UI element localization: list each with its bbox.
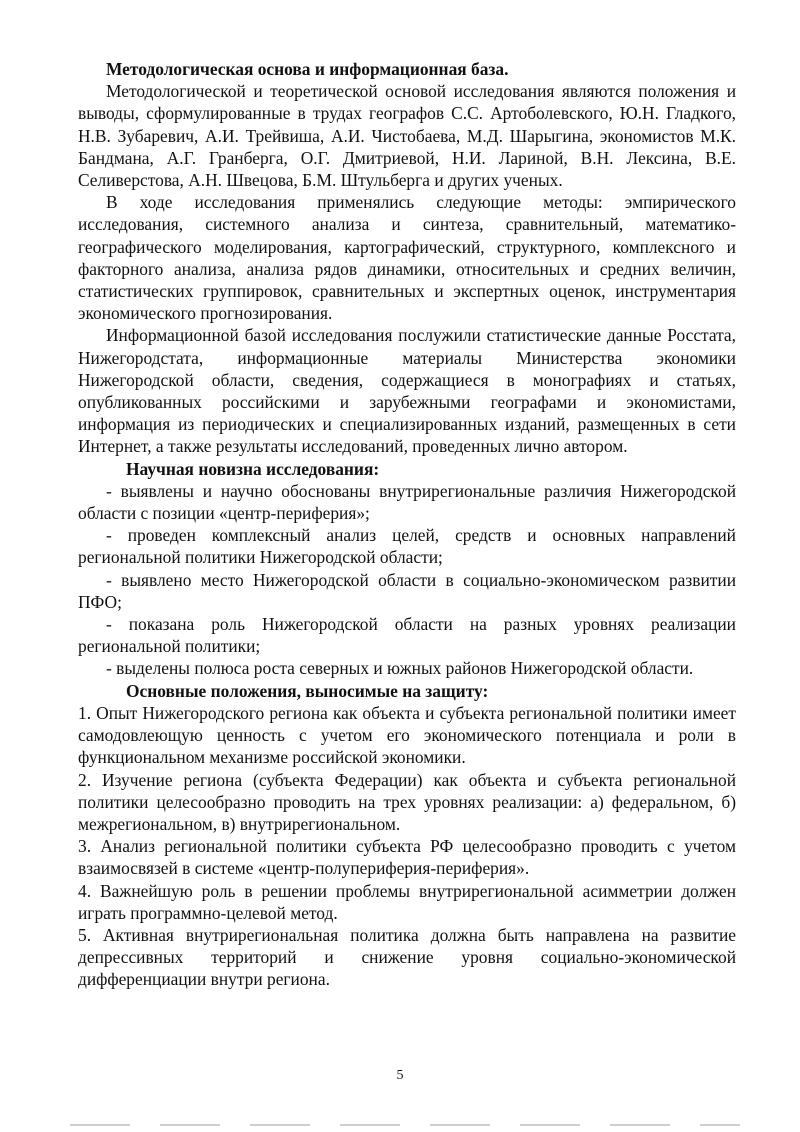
defense-heading: Основные положения, выносимые на защиту: (126, 680, 489, 701)
defense-item-2: 2. Изучение региона (субъекта Федерации) как объекта и субъекта региональной политики целесообразно проводить на трех уровнях реализации: а) федеральном, б) межрегиональном, в) внутрирегиональном. (78, 769, 736, 834)
defense-item-1: 1. Опыт Нижегородского региона как объекта и субъекта региональной политики имеет самодовлеющую ценность с учетом его экономического потенциала и роли в функциональном механизме российской экономики. (78, 702, 736, 768)
page-number: 5 (396, 1068, 404, 1083)
defense-item-5: 5. Активная внутрирегиональная политика должна быть направлена на развитие депрессивных территорий и снижение уровня социально-экономической дифференциации внутри региона. (78, 924, 736, 990)
bottom-scan-edge (70, 1124, 740, 1126)
defense-item-4: 4. Важнейшую роль в решении проблемы внутрирегиональной асимметрии должен играть программно-целевой метод. (78, 880, 736, 923)
methodology-heading: Методологическая основа и информационная база. (106, 59, 509, 79)
document-page (78, 58, 736, 991)
defense-item-3: 3. Анализ региональной политики субъекта РФ целесообразно проводить с учетом взаимосвязей в системе «центр-полупериферия-периферия». (78, 836, 736, 879)
novelty-item-1: - выявлены и научно обоснованы внутрирегиональные различия Нижегородской области с позиции «центр-периферия»; (78, 480, 736, 524)
novelty-item-2: - проведен комплексный анализ целей, средств и основных направлений региональной политики Нижегородской области; (78, 525, 736, 568)
novelty-item-3: - выявлено место Нижегородской области в социально-экономическом развитии ПФО; (78, 569, 736, 612)
methodology-paragraph-3: Информационной базой исследования послужили статистические данные Росстата, Нижегородстата, информационные материалы Министерства экономики Нижегородской области, сведения, содержащиеся в монографиях и статьях, опубликованных российскими и зарубежными географами и экономистами, информация из периодических и специализированных изданий, размещенных в сети Интернет, а также результаты исследований, проведенных лично автором. (78, 325, 736, 457)
novelty-item-4: - показана роль Нижегородской области на разных уровнях реализации региональной политики; (78, 614, 736, 657)
novelty-item-5: - выделены полюса роста северных и южных районов Нижегородской области. (106, 658, 694, 679)
methodology-paragraph-2: В ходе исследования применялись следующие методы: эмпирического исследования, системного анализа и синтеза, сравнительный, математико-географического моделирования, картографический, структурного, комплексного и факторного анализа, анализа рядов динамики, относительных и средних величин, статистических группировок, сравнительных и экспертных оценок, инструментария экономического прогнозирования. (78, 192, 736, 324)
methodology-paragraph-1: Методологической и теоретической основой исследования являются положения и выводы, сформулированные в трудах географов С.С. Артоболевского, Ю.Н. Гладкого, Н.В. Зубаревич, А.И. Трейвиша, А.И. Чистобаева, М.Д. Шарыгина, экономистов М.К. Бандмана, А.Г. Гранберга, О.Г. Дмитриевой, Н.И. Лариной, В.Н. Лексина, В.Е. Селиверстова, А.Н. Швецова, Б.М. Штульберга и других ученых. (78, 81, 736, 191)
novelty-heading: Научная новизна исследования: (126, 458, 380, 479)
